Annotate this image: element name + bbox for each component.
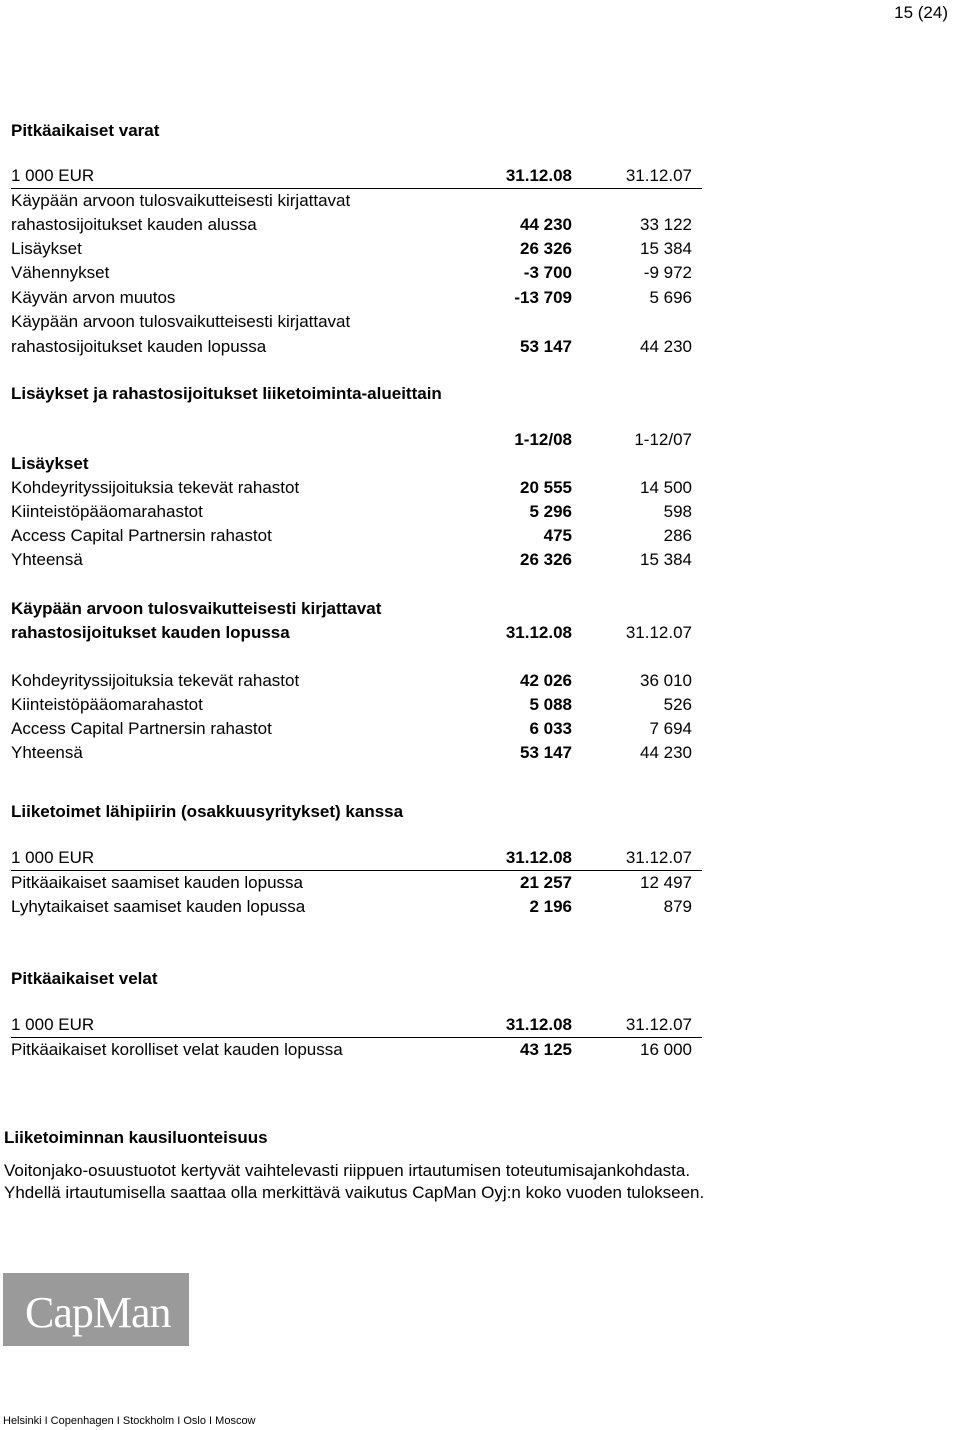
value-2008: 53 147 bbox=[520, 743, 572, 762]
page-number: 15 (24) bbox=[894, 3, 948, 22]
row-label: Kiinteistöpääomarahastot bbox=[11, 502, 203, 521]
value-2007: 879 bbox=[663, 897, 692, 916]
row-label: Access Capital Partnersin rahastot bbox=[11, 719, 272, 738]
table-row bbox=[11, 526, 701, 548]
column-header-2008: 31.12.08 bbox=[505, 1015, 572, 1034]
value-2007: 44 230 bbox=[640, 337, 692, 356]
table-row bbox=[11, 312, 701, 334]
row-label: Kohdeyrityssijoituksia tekevät rahastot bbox=[11, 478, 300, 497]
table-row bbox=[11, 695, 701, 717]
row-label: rahastosijoitukset kauden alussa bbox=[11, 215, 257, 234]
table-row bbox=[11, 897, 701, 919]
value-2007: 33 122 bbox=[640, 215, 692, 234]
section-title-seasonality: Liiketoiminnan kausiluonteisuus bbox=[4, 1128, 268, 1147]
row-label: Kiinteistöpääomarahastot bbox=[11, 695, 203, 714]
table-row bbox=[11, 671, 701, 693]
unit-label: 1 000 EUR bbox=[11, 848, 95, 867]
value-2007: 16 000 bbox=[640, 1040, 692, 1059]
row-label: Vähennykset bbox=[11, 263, 110, 282]
section-title-fair-value-line1: Käypään arvoon tulosvaikutteisesti kirjattavat bbox=[11, 599, 382, 618]
row-label: Käyvän arvon muutos bbox=[11, 288, 176, 307]
value-2007: 5 696 bbox=[649, 288, 692, 307]
header-divider bbox=[11, 1037, 702, 1038]
value-2007: 12 497 bbox=[640, 873, 692, 892]
section-title-related-party: Liiketoimet lähipiirin (osakkuusyritykset) kanssa bbox=[11, 802, 404, 821]
column-header-2008: 31.12.08 bbox=[505, 623, 572, 642]
row-label: Pitkäaikaiset saamiset kauden lopussa bbox=[11, 873, 303, 892]
paragraph-line: Yhdellä irtautumisella saattaa olla merkittävä vaikutus CapMan Oyj:n koko vuoden tulokseen. bbox=[4, 1183, 705, 1202]
table-row bbox=[11, 502, 701, 524]
row-label: Lisäykset bbox=[11, 239, 82, 258]
value-2007: 15 384 bbox=[640, 239, 692, 258]
column-header-2008: 31.12.08 bbox=[505, 848, 572, 867]
table-header bbox=[11, 623, 701, 645]
row-label: Kohdeyrityssijoituksia tekevät rahastot bbox=[11, 671, 300, 690]
table-row bbox=[11, 215, 701, 237]
value-2008: 42 026 bbox=[520, 671, 572, 690]
table-row bbox=[11, 743, 701, 765]
table-row bbox=[11, 263, 701, 285]
logo-text: CapMan bbox=[25, 1288, 171, 1337]
header-divider bbox=[11, 870, 702, 871]
value-2007: 286 bbox=[663, 526, 692, 545]
value-2008: 475 bbox=[543, 526, 572, 545]
row-label: Pitkäaikaiset korolliset velat kauden lopussa bbox=[11, 1040, 343, 1059]
value-2008: -13 709 bbox=[514, 288, 572, 307]
unit-label: 1 000 EUR bbox=[11, 166, 95, 185]
table-header bbox=[11, 166, 701, 188]
section-title-long-term-assets: Pitkäaikaiset varat bbox=[11, 121, 160, 140]
value-2008: 2 196 bbox=[529, 897, 572, 916]
capman-logo bbox=[3, 1273, 189, 1346]
value-2008: 44 230 bbox=[520, 215, 572, 234]
table-row bbox=[11, 1040, 701, 1062]
value-2007: -9 972 bbox=[643, 263, 692, 282]
row-label: Käypään arvoon tulosvaikutteisesti kirjattavat bbox=[11, 191, 351, 210]
header-divider bbox=[11, 188, 702, 189]
column-header-2008: 31.12.08 bbox=[505, 166, 572, 185]
row-label: Access Capital Partnersin rahastot bbox=[11, 526, 272, 545]
value-2008: -3 700 bbox=[523, 263, 572, 282]
footer-locations: Helsinki I Copenhagen I Stockholm I Oslo I Moscow bbox=[3, 1415, 256, 1427]
table-row bbox=[11, 337, 701, 359]
column-header-2007: 31.12.07 bbox=[625, 166, 692, 185]
table-header bbox=[11, 848, 701, 870]
value-2007: 7 694 bbox=[649, 719, 692, 738]
section-title-fair-value-line2: rahastosijoitukset kauden lopussa bbox=[11, 623, 290, 642]
value-2008: 5 296 bbox=[529, 502, 572, 521]
table-row bbox=[11, 719, 701, 741]
row-label: Lyhytaikaiset saamiset kauden lopussa bbox=[11, 897, 306, 916]
section-title-additions-by-segment: Lisäykset ja rahastosijoitukset liiketoiminta-alueittain bbox=[11, 384, 442, 403]
value-2008: 26 326 bbox=[520, 239, 572, 258]
table-row bbox=[11, 478, 701, 500]
value-2008: 21 257 bbox=[520, 873, 572, 892]
column-header-2007: 31.12.07 bbox=[625, 1015, 692, 1034]
value-2007: 44 230 bbox=[640, 743, 692, 762]
table-header bbox=[11, 1015, 701, 1037]
column-header-2007: 31.12.07 bbox=[625, 848, 692, 867]
value-2007: 15 384 bbox=[640, 550, 692, 569]
value-2007: 598 bbox=[663, 502, 692, 521]
row-label: Käypään arvoon tulosvaikutteisesti kirjattavat bbox=[11, 312, 351, 331]
value-2008: 26 326 bbox=[520, 550, 572, 569]
value-2007: 36 010 bbox=[640, 671, 692, 690]
table-row bbox=[11, 873, 701, 895]
table-header bbox=[11, 430, 701, 452]
value-2007: 526 bbox=[663, 695, 692, 714]
table-row bbox=[11, 191, 701, 213]
unit-label: 1 000 EUR bbox=[11, 1015, 95, 1034]
table-row bbox=[11, 239, 701, 261]
value-2008: 20 555 bbox=[520, 478, 572, 497]
column-header-2007: 1-12/07 bbox=[634, 430, 692, 449]
subsection-title-additions: Lisäykset bbox=[11, 454, 89, 473]
section-title-long-term-liabilities: Pitkäaikaiset velat bbox=[11, 969, 158, 988]
value-2008: 43 125 bbox=[520, 1040, 572, 1059]
paragraph-line: Voitonjako-osuustuotot kertyvät vaihtelevasti riippuen irtautumisen toteutumisajankohdasta. bbox=[4, 1161, 691, 1180]
row-label: Yhteensä bbox=[11, 743, 83, 762]
row-label: Yhteensä bbox=[11, 550, 83, 569]
table-row bbox=[11, 288, 701, 310]
value-2007: 14 500 bbox=[640, 478, 692, 497]
value-2008: 5 088 bbox=[529, 695, 572, 714]
row-label: rahastosijoitukset kauden lopussa bbox=[11, 337, 267, 356]
value-2008: 6 033 bbox=[529, 719, 572, 738]
table-row bbox=[11, 550, 701, 572]
column-header-2008: 1-12/08 bbox=[514, 430, 572, 449]
value-2008: 53 147 bbox=[520, 337, 572, 356]
column-header-2007: 31.12.07 bbox=[625, 623, 692, 642]
